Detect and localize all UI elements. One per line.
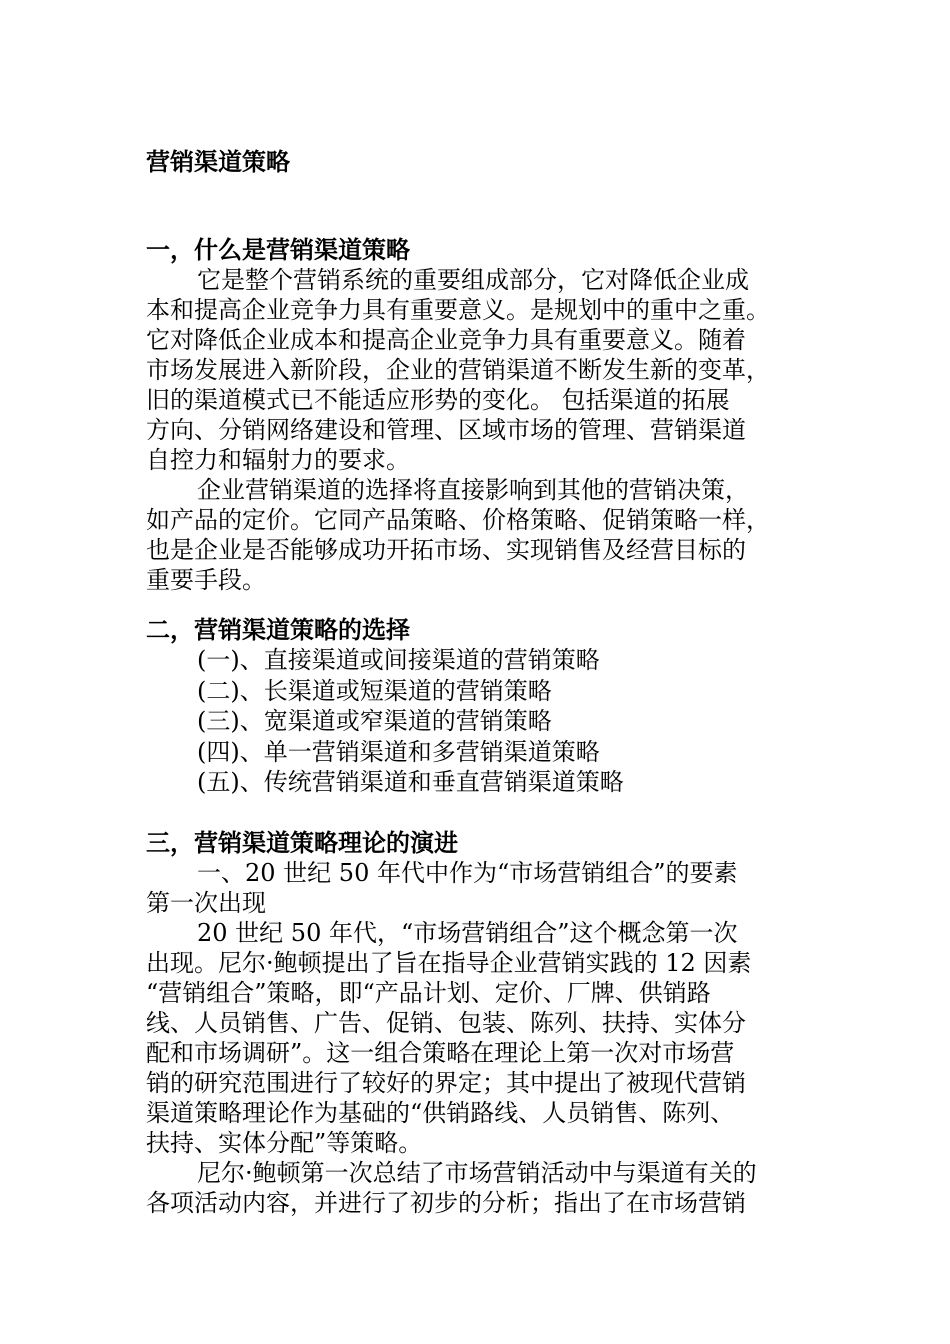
paragraph-line: 扶持、实体分配”等策略。 [146,1129,423,1157]
paragraph-line: 销的研究范围进行了较好的界定；其中提出了被现代营销 [146,1069,746,1097]
paragraph-line: 出现。尼尔·鲍顿提出了旨在指导企业营销实践的 12 因素 [146,949,752,977]
paragraph-line: 20 世纪 50 年代，“市场营销组合”这个概念第一次 [197,919,738,947]
paragraph-line: 尼尔·鲍顿第一次总结了市场营销活动中与渠道有关的 [197,1159,757,1187]
paragraph-line: 重要手段。 [146,566,266,594]
paragraph-line: 自控力和辐射力的要求。 [146,446,410,474]
list-item: (一)、直接渠道或间接渠道的营销策略 [197,646,600,674]
paragraph-line: 第一次出现 [146,889,266,917]
paragraph-line: 如产品的定价。它同产品策略、价格策略、促销策略一样， [146,506,770,534]
paragraph-line: “营销组合”策略，即“产品计划、定价、厂牌、供销路 [146,979,711,1007]
list-item: (三)、宽渠道或窄渠道的营销策略 [197,707,552,735]
paragraph-line: 它对降低企业成本和提高企业竞争力具有重要意义。随着 [146,326,746,354]
paragraph-line: 也是企业是否能够成功开拓市场、实现销售及经营目标的 [146,536,746,564]
paragraph-line: 旧的渠道模式已不能适应形势的变化。 包括渠道的拓展 [146,386,730,414]
section-heading-3: 三，营销渠道策略理论的演进 [146,828,458,857]
section-heading-2: 二，营销渠道策略的选择 [146,615,410,644]
paragraph-line: 一、20 世纪 50 年代中作为“市场营销组合”的要素 [197,859,738,887]
paragraph-line: 方向、分销网络建设和管理、区域市场的管理、营销渠道 [146,416,746,444]
paragraph-line: 它是整个营销系统的重要组成部分，它对降低企业成 [197,266,749,294]
paragraph-line: 市场发展进入新阶段，企业的营销渠道不断发生新的变革， [146,356,770,384]
paragraph-line: 配和市场调研”。这一组合策略在理论上第一次对市场营 [146,1039,735,1067]
list-item: (四)、单一营销渠道和多营销渠道策略 [197,738,600,766]
paragraph-line: 线、人员销售、广告、促销、包装、陈列、扶持、实体分 [146,1009,746,1037]
paragraph-line: 各项活动内容，并进行了初步的分析；指出了在市场营销 [146,1189,746,1217]
document-title: 营销渠道策略 [146,147,290,176]
paragraph-line: 渠道策略理论作为基础的“供销路线、人员销售、陈列、 [146,1099,735,1127]
section-heading-1: 一，什么是营销渠道策略 [146,235,410,264]
paragraph-line: 企业营销渠道的选择将直接影响到其他的营销决策， [197,476,749,504]
paragraph-line: 本和提高企业竞争力具有重要意义。是规划中的重中之重。 [146,296,770,324]
list-item: (五)、传统营销渠道和垂直营销渠道策略 [197,768,624,796]
list-item: (二)、长渠道或短渠道的营销策略 [197,677,552,705]
